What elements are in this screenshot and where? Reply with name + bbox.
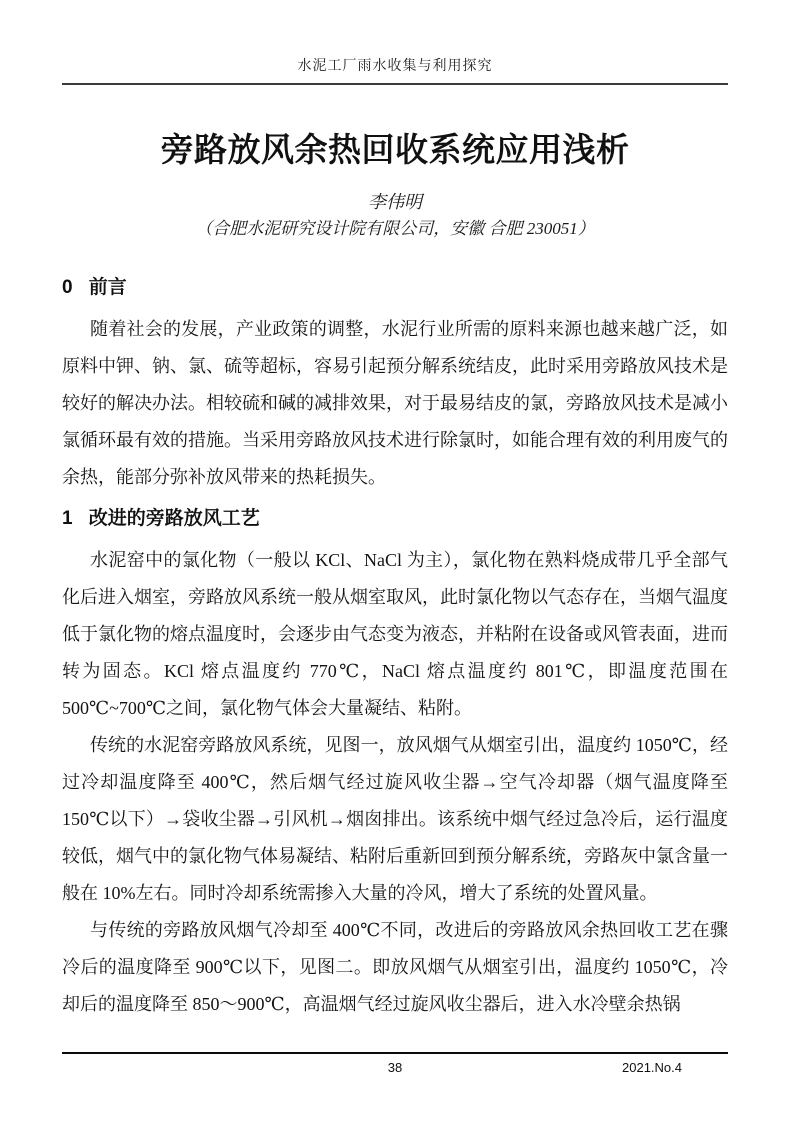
section-title: 前言 bbox=[88, 277, 127, 298]
issue-label: 2021.No.4 bbox=[622, 1060, 682, 1075]
page-footer bbox=[62, 1058, 728, 1080]
section-heading-preface bbox=[62, 273, 728, 303]
article-title: 旁路放风余热回收系统应用浅析 bbox=[160, 131, 630, 168]
footer-divider bbox=[62, 1052, 728, 1054]
journal-title: 水泥工厂雨水收集与利用探究 bbox=[297, 59, 493, 74]
paragraph: 水泥窑中的氯化物（一般以 KCl、NaCl 为主），氯化物在熟料烧成带几乎全部气化后进入烟室，旁路放风系统一般从烟室取风，此时氯化物以气态存在，当烟气温度低于氯化物的熔点温度时，会逐步由气态变为液态，并粘附在设备或风管表面，进而转为固态。KCl 熔点温度约 770℃，NaCl 熔点温度约 801℃，即温度范围在 500℃~700℃之间，氯化物气体会大量凝结、粘附。 bbox=[62, 550, 728, 718]
article-body bbox=[62, 85, 728, 1047]
author-name: 李伟明 bbox=[368, 192, 422, 212]
page-number: 38 bbox=[387, 1060, 403, 1075]
section-title: 改进的旁路放风工艺 bbox=[88, 508, 260, 529]
paragraph: 传统的水泥窑旁路放风系统，见图一，放风烟气从烟室引出，温度约 1050℃，经过冷却温度降至 400℃，然后烟气经过旋风收尘器→空气冷却器（烟气温度降至 150℃以下）→袋收尘器→引风机→烟囱排出。该系统中烟气经过急冷后，运行温度较低，烟气中的氯化物气体易凝结、粘附后重新回到预分解系统，旁路灰中氯含量一般在 10%左右。同时冷却系统需掺入大量的冷风，增大了系统的处置风量。 bbox=[62, 735, 728, 903]
section-heading-improved-process bbox=[62, 504, 728, 534]
page-header bbox=[62, 0, 728, 85]
section-number: 1 bbox=[62, 508, 73, 529]
section-number: 0 bbox=[62, 277, 73, 298]
paragraph: 随着社会的发展，产业政策的调整，水泥行业所需的原料来源也越来越广泛，如原料中钾、钠、氯、硫等超标，容易引起预分解系统结皮，此时采用旁路放风技术是较好的解决办法。相较硫和碱的减排效果，对于最易结皮的氯，旁路放风技术是减小氯循环最有效的措施。当采用旁路放风技术进行除氯时，如能合理有效的利用废气的余热，能部分弥补放风带来的热耗损失。 bbox=[62, 319, 728, 487]
paragraph: 与传统的旁路放风烟气冷却至 400℃不同，改进后的旁路放风余热回收工艺在骤冷后的温度降至 900℃以下，见图二。即放风烟气从烟室引出，温度约 1050℃，冷却后的温度降至 850～900℃，高温烟气经过旋风收尘器后，进入水冷壁余热锅 bbox=[62, 920, 728, 1014]
author-affiliation: （合肥水泥研究设计院有限公司，安徽 合肥 230051） bbox=[195, 219, 595, 238]
